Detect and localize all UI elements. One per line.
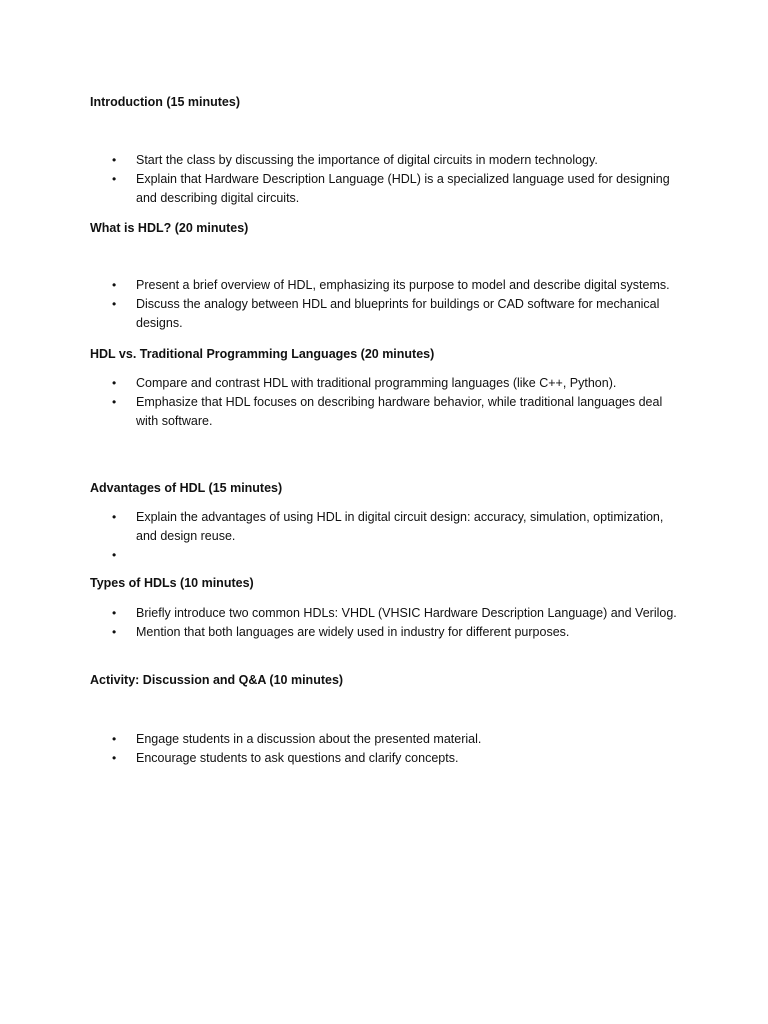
list-item-text: Compare and contrast HDL with traditional programming languages (like C++, Python).: [136, 376, 617, 390]
bullet-icon: [112, 623, 124, 642]
list-item: [112, 276, 682, 295]
section-heading-types-of-hdls: Types of HDLs (10 minutes): [90, 576, 254, 590]
list-item: [112, 151, 682, 170]
section-heading-hdl-vs-programming: HDL vs. Traditional Programming Languages (20 minutes): [90, 347, 435, 361]
list-item-text: Briefly introduce two common HDLs: VHDL (VHSIC Hardware Description Language) and Verilog.: [136, 606, 677, 620]
section-heading-activity: Activity: Discussion and Q&A (10 minutes): [90, 673, 344, 687]
list-item-text: Start the class by discussing the importance of digital circuits in modern technology.: [136, 153, 598, 167]
bullet-list-advantages: [112, 508, 682, 565]
list-item-text: Discuss the analogy between HDL and blueprints for buildings or CAD software for mechanical designs.: [136, 297, 660, 330]
bullet-list-introduction: [112, 151, 682, 208]
list-item-text: Explain that Hardware Description Language (HDL) is a specialized language used for designing and describing digital circuits.: [136, 172, 670, 205]
bullet-icon: [112, 374, 124, 393]
bullet-icon: [112, 508, 124, 527]
bullet-icon: [112, 170, 124, 189]
section-heading-advantages: Advantages of HDL (15 minutes): [90, 481, 283, 495]
list-item: [112, 604, 682, 623]
list-item-text: Encourage students to ask questions and clarify concepts.: [136, 751, 459, 765]
bullet-icon: [112, 546, 124, 565]
list-item-text: Mention that both languages are widely used in industry for different purposes.: [136, 625, 570, 639]
bullet-icon: [112, 151, 124, 170]
bullet-icon: [112, 393, 124, 412]
bullet-list-types-of-hdls: [112, 604, 682, 642]
list-item-empty: [112, 546, 682, 565]
list-item-text: Explain the advantages of using HDL in digital circuit design: accuracy, simulation, optimization, and design reuse.: [136, 510, 664, 543]
bullet-icon: [112, 730, 124, 749]
list-item: [112, 508, 682, 546]
bullet-list-hdl-vs-programming: [112, 374, 682, 431]
list-item: [112, 374, 682, 393]
bullet-icon: [112, 604, 124, 623]
list-item: [112, 730, 682, 749]
section-heading-introduction: Introduction (15 minutes): [90, 95, 240, 109]
bullet-icon: [112, 295, 124, 314]
list-item-text: Engage students in a discussion about the presented material.: [136, 732, 482, 746]
list-item-text: Present a brief overview of HDL, emphasizing its purpose to model and describe digital systems.: [136, 278, 670, 292]
bullet-icon: [112, 276, 124, 295]
list-item: [112, 623, 682, 642]
list-item: [112, 170, 682, 208]
list-item: [112, 295, 682, 333]
bullet-icon: [112, 749, 124, 768]
bullet-list-what-is-hdl: [112, 276, 682, 333]
section-heading-what-is-hdl: What is HDL? (20 minutes): [90, 221, 249, 235]
list-item: [112, 749, 682, 768]
list-item-text: Emphasize that HDL focuses on describing hardware behavior, while traditional languages deal with software.: [136, 395, 663, 428]
list-item: [112, 393, 682, 431]
bullet-list-activity: [112, 730, 682, 768]
